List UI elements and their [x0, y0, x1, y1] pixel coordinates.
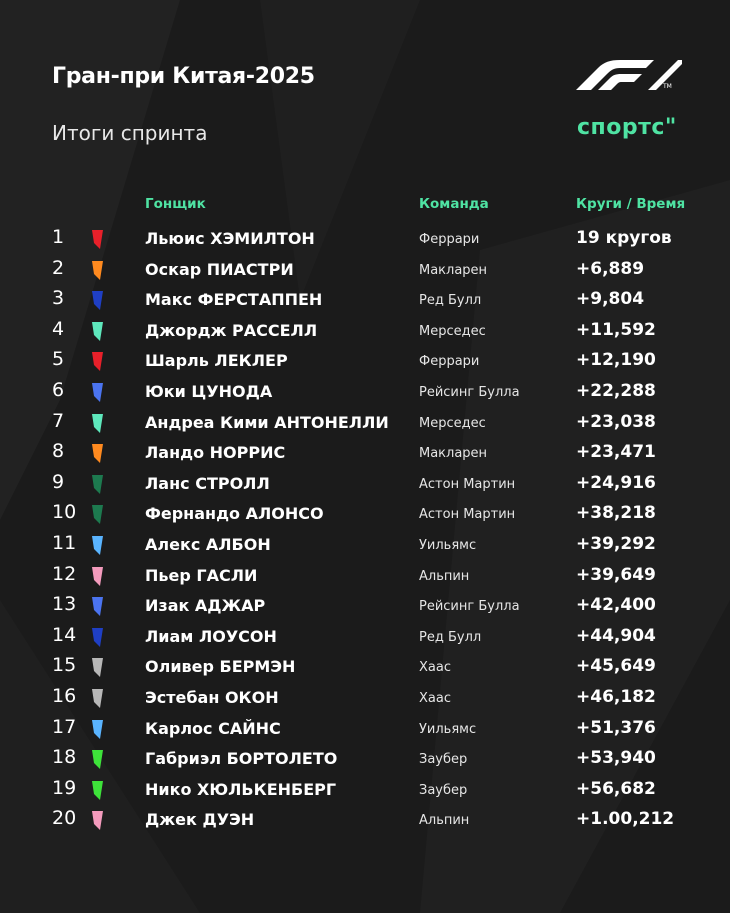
team-name: Заубер [419, 782, 468, 798]
result-time: +24,916 [576, 472, 656, 493]
position-number: 18 [52, 746, 77, 769]
table-row [0, 255, 730, 286]
table-row [0, 438, 730, 469]
team-name: Хаас [419, 690, 451, 706]
team-name: Хаас [419, 660, 451, 676]
result-time: +42,400 [576, 595, 656, 616]
team-name: Ред Булл [419, 629, 482, 645]
table-row [0, 469, 730, 500]
team-color-marker-icon [91, 230, 103, 249]
position-number: 5 [52, 348, 65, 371]
position-number: 7 [52, 409, 65, 432]
result-time: +12,190 [576, 350, 656, 371]
team-color-marker-icon [91, 414, 103, 433]
driver-name: Фернандо АЛОНСО [145, 504, 324, 524]
table-row [0, 805, 730, 836]
position-number: 14 [52, 623, 77, 646]
table-row [0, 530, 730, 561]
driver-name: Джек ДУЭН [145, 810, 255, 830]
result-time: +51,376 [576, 717, 656, 738]
driver-name: Ланс СТРОЛЛ [145, 473, 270, 493]
result-time: +39,292 [576, 533, 656, 554]
driver-name: Лиам ЛОУСОН [145, 626, 277, 646]
table-row [0, 346, 730, 377]
team-name: Мерседес [419, 415, 486, 431]
result-time: +46,182 [576, 686, 656, 707]
team-name: Альпин [419, 568, 470, 584]
team-name: Мерседес [419, 323, 486, 339]
driver-name: Юки ЦУНОДА [145, 381, 273, 401]
result-time: +11,592 [576, 319, 656, 340]
table-row [0, 408, 730, 439]
team-name: Уильямс [419, 721, 477, 737]
driver-name: Пьер ГАСЛИ [145, 565, 258, 585]
table-row [0, 591, 730, 622]
team-color-marker-icon [91, 444, 103, 463]
team-name: Астон Мартин [419, 507, 516, 523]
position-number: 15 [52, 654, 77, 677]
team-name: Макларен [419, 262, 488, 278]
results-table [0, 224, 730, 836]
table-row [0, 377, 730, 408]
team-name: Астон Мартин [419, 476, 516, 492]
result-time: +45,649 [576, 656, 656, 677]
column-header-team: Команда [419, 196, 489, 212]
driver-name: Льюис ХЭМИЛТОН [145, 229, 315, 248]
team-color-marker-icon [91, 750, 103, 769]
team-color-marker-icon [91, 291, 103, 310]
driver-name: Изак АДЖАР [145, 596, 266, 616]
team-name: Рейсинг Булла [419, 384, 520, 400]
driver-name: Макс ФЕРСТАППЕН [145, 290, 323, 310]
position-number: 20 [52, 807, 77, 830]
driver-name: Шарль ЛЕКЛЕР [145, 351, 288, 371]
trademark-mark: TM [663, 83, 672, 90]
sports-brand-logo: спортс" [577, 115, 677, 140]
result-time: +6,889 [576, 258, 645, 279]
result-time: +53,940 [576, 748, 656, 769]
position-number: 4 [52, 317, 65, 340]
position-number: 16 [52, 684, 77, 707]
result-time: +23,471 [576, 442, 656, 463]
driver-name: Андреа Кими АНТОНЕЛЛИ [145, 412, 389, 432]
position-number: 6 [52, 378, 65, 401]
team-name: Феррари [419, 232, 480, 247]
team-color-marker-icon [91, 536, 103, 555]
driver-name: Джордж РАССЕЛЛ [145, 320, 318, 340]
driver-name: Карлос САЙНС [145, 718, 281, 738]
driver-name: Ландо НОРРИС [145, 443, 286, 463]
page-title: Гран-при Китая-2025 [52, 64, 315, 89]
team-name: Уильямс [419, 537, 477, 553]
column-header-driver: Гонщик [145, 196, 206, 212]
result-time: +44,904 [576, 625, 656, 646]
team-color-marker-icon [91, 689, 103, 708]
team-color-marker-icon [91, 322, 103, 341]
team-color-marker-icon [91, 781, 103, 800]
team-name: Феррари [419, 354, 480, 370]
driver-name: Нико ХЮЛЬКЕНБЕРГ [145, 779, 337, 799]
team-name: Ред Булл [419, 293, 482, 309]
team-color-marker-icon [91, 811, 103, 830]
team-color-marker-icon [91, 567, 103, 586]
position-number: 11 [52, 531, 77, 554]
table-row [0, 714, 730, 745]
table-row [0, 316, 730, 347]
table-row [0, 499, 730, 530]
position-number: 12 [52, 562, 77, 585]
result-time: +38,218 [576, 503, 656, 524]
team-color-marker-icon [91, 597, 103, 616]
table-row [0, 285, 730, 316]
team-name: Макларен [419, 446, 488, 462]
team-name: Рейсинг Булла [419, 599, 520, 615]
driver-name: Оливер БЕРМЭН [145, 657, 296, 677]
position-number: 3 [52, 287, 65, 310]
team-color-marker-icon [91, 352, 103, 371]
table-row [0, 652, 730, 683]
position-number: 17 [52, 715, 77, 738]
position-number: 8 [52, 440, 65, 463]
team-color-marker-icon [91, 658, 103, 677]
position-number: 1 [52, 226, 65, 248]
position-number: 19 [52, 776, 77, 799]
position-number: 10 [52, 501, 77, 524]
position-number: 2 [52, 256, 65, 279]
table-row [0, 775, 730, 806]
team-color-marker-icon [91, 261, 103, 280]
table-row [0, 224, 730, 255]
table-row [0, 683, 730, 714]
result-time: +22,288 [576, 380, 656, 401]
table-row [0, 744, 730, 775]
team-color-marker-icon [91, 720, 103, 739]
team-name: Альпин [419, 813, 470, 829]
driver-name: Оскар ПИАСТРИ [145, 259, 294, 279]
driver-name: Габриэл БОРТОЛЕТО [145, 749, 338, 769]
result-time: +56,682 [576, 778, 656, 799]
driver-name: Алекс АЛБОН [145, 534, 271, 554]
result-time: 19 кругов [576, 228, 672, 248]
driver-name: Эстебан ОКОН [145, 687, 279, 707]
result-time: +23,038 [576, 411, 656, 432]
team-color-marker-icon [91, 383, 103, 402]
position-number: 13 [52, 593, 77, 616]
result-time: +39,649 [576, 564, 656, 585]
team-name: Заубер [419, 752, 468, 768]
team-color-marker-icon [91, 505, 103, 524]
table-row [0, 622, 730, 653]
result-time: +1.00,212 [576, 809, 675, 830]
team-color-marker-icon [91, 628, 103, 647]
column-header-laps-time: Круги / Время [576, 196, 686, 212]
result-time: +9,804 [576, 289, 645, 310]
team-color-marker-icon [91, 475, 103, 494]
page-subtitle: Итоги спринта [52, 121, 208, 145]
table-row [0, 561, 730, 592]
position-number: 9 [52, 470, 65, 493]
